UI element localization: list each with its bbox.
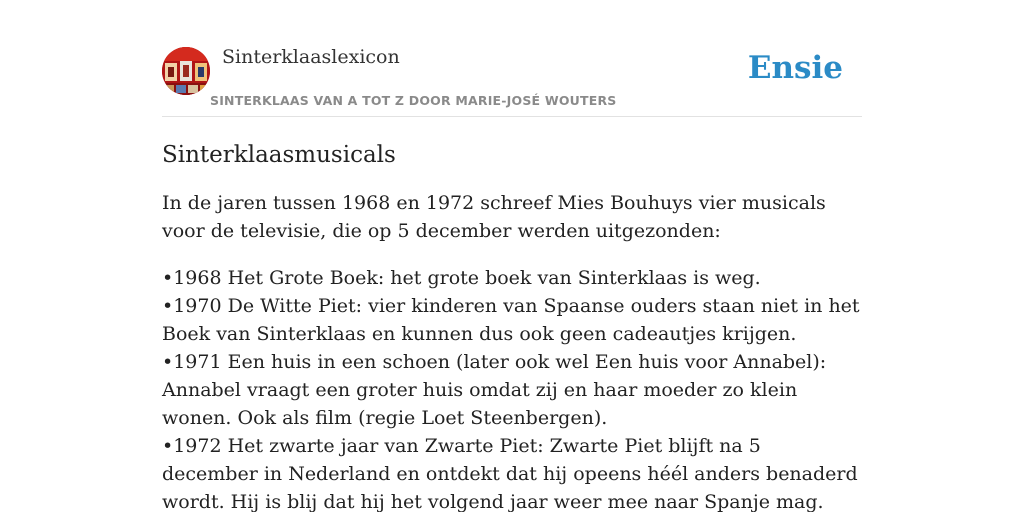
article-intro: In de jaren tussen 1968 en 1972 schreef Mies Bouhuys vier musicals voor de televisie, die op 5 december werden uitgezonden: <box>162 192 826 242</box>
article-title: Sinterklaasmusicals <box>162 142 396 168</box>
ensie-logo[interactable]: Ensie <box>747 50 843 86</box>
lexicon-avatar[interactable] <box>162 47 210 95</box>
site-header <box>162 40 862 117</box>
musicals-list <box>162 264 862 512</box>
book-cover-icon <box>162 47 210 95</box>
site-name[interactable]: Sinterklaaslexicon <box>222 46 400 68</box>
list-item: •1971 Een huis in een schoen (later ook wel Een huis voor Annabel): Annabel vraagt een groter huis omdat zij en haar moeder zo klein wonen. Ook als film (regie Loet Steenbergen). <box>162 351 827 429</box>
list-item: •1972 Het zwarte jaar van Zwarte Piet: Zwarte Piet blijft na 5 december in Nederland en ontdekt dat hij opeens héél anders benaderd wordt. Hij is blij dat hij het volgend jaar weer mee naar Spanje mag. <box>162 435 858 512</box>
site-tagline: SINTERKLAAS VAN A TOT Z DOOR MARIE-JOSÉ WOUTERS <box>210 93 617 108</box>
article <box>162 138 862 512</box>
list-item: •1968 Het Grote Boek: het grote boek van Sinterklaas is weg. <box>162 267 761 289</box>
list-item: •1970 De Witte Piet: vier kinderen van Spaanse ouders staan niet in het Boek van Sinterklaas en kunnen dus ook geen cadeautjes krijgen. <box>162 295 860 345</box>
